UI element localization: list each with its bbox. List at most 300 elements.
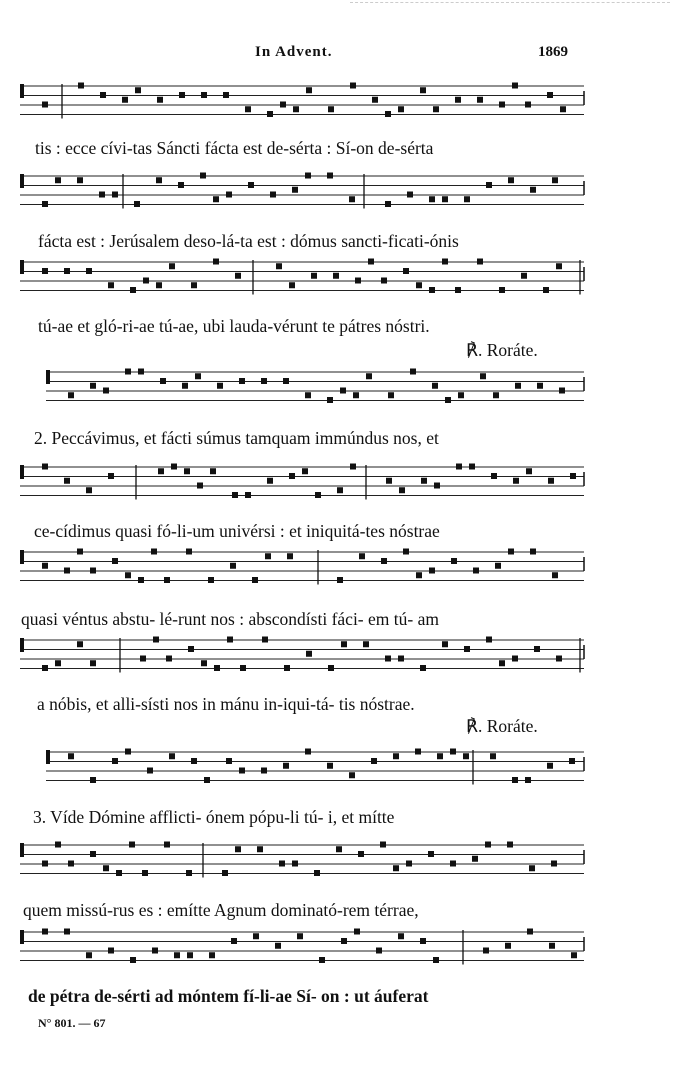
chant-note bbox=[90, 851, 96, 857]
chant-note bbox=[209, 952, 215, 958]
chant-note bbox=[179, 92, 185, 98]
chant-staff-8 bbox=[0, 747, 675, 807]
chant-note bbox=[42, 102, 48, 108]
chant-note bbox=[433, 957, 439, 963]
chant-note bbox=[112, 758, 118, 764]
chant-note bbox=[55, 842, 61, 848]
response-rorate-2: ℟. Roráte. bbox=[466, 716, 538, 736]
chant-note bbox=[147, 768, 153, 774]
chant-note bbox=[547, 92, 553, 98]
chant-note bbox=[166, 656, 172, 662]
chant-note bbox=[372, 97, 378, 103]
chant-note bbox=[289, 473, 295, 479]
chant-note bbox=[201, 92, 207, 98]
chant-note bbox=[381, 558, 387, 564]
chant-note bbox=[547, 763, 553, 769]
chant-note bbox=[305, 749, 311, 755]
chant-note bbox=[235, 846, 241, 852]
chant-note bbox=[42, 861, 48, 867]
chant-note bbox=[222, 870, 228, 876]
chant-note bbox=[556, 263, 562, 269]
chant-note bbox=[508, 549, 514, 555]
chant-note bbox=[399, 487, 405, 493]
chant-note bbox=[213, 259, 219, 265]
chant-note bbox=[527, 929, 533, 935]
chant-note bbox=[261, 378, 267, 384]
chant-note bbox=[530, 187, 536, 193]
chant-note bbox=[64, 478, 70, 484]
chant-note bbox=[262, 637, 268, 643]
chant-note bbox=[138, 577, 144, 583]
chant-note bbox=[499, 102, 505, 108]
chant-note bbox=[217, 383, 223, 389]
chant-note bbox=[493, 392, 499, 398]
chant-note bbox=[529, 865, 535, 871]
chant-staff-3 bbox=[0, 257, 675, 317]
chant-note bbox=[100, 92, 106, 98]
chant-note bbox=[99, 192, 105, 198]
chant-note bbox=[195, 373, 201, 379]
chant-note bbox=[184, 468, 190, 474]
chant-note bbox=[55, 177, 61, 183]
chant-note bbox=[208, 577, 214, 583]
do-clef-icon bbox=[20, 843, 24, 857]
chant-note bbox=[513, 478, 519, 484]
chant-note bbox=[521, 273, 527, 279]
chant-note bbox=[420, 938, 426, 944]
chant-note bbox=[486, 182, 492, 188]
chant-note bbox=[508, 177, 514, 183]
page-title: In Advent. bbox=[255, 44, 333, 60]
chant-note bbox=[311, 273, 317, 279]
chant-note bbox=[469, 464, 475, 470]
chant-note bbox=[380, 842, 386, 848]
chant-note bbox=[103, 388, 109, 394]
do-clef-icon bbox=[20, 638, 24, 652]
chant-note bbox=[455, 287, 461, 293]
chant-note bbox=[428, 851, 434, 857]
chant-note bbox=[283, 378, 289, 384]
lyric-line-2: fácta est : Jerúsalem deso-lá-ta est : dómus sancti-ficati-ónis bbox=[38, 231, 459, 251]
chant-note bbox=[464, 196, 470, 202]
chant-note bbox=[68, 753, 74, 759]
chant-note bbox=[537, 383, 543, 389]
chant-note bbox=[267, 111, 273, 117]
chant-note bbox=[442, 196, 448, 202]
chant-note bbox=[261, 768, 267, 774]
response-rorate-1: ℟. Roráte. bbox=[466, 340, 538, 360]
chant-note bbox=[512, 777, 518, 783]
chant-note bbox=[77, 641, 83, 647]
chant-note bbox=[354, 929, 360, 935]
chant-note bbox=[289, 282, 295, 288]
chant-note bbox=[337, 487, 343, 493]
chant-staff-6 bbox=[0, 547, 675, 607]
chant-note bbox=[319, 957, 325, 963]
chant-note bbox=[158, 468, 164, 474]
chant-note bbox=[239, 378, 245, 384]
chant-note bbox=[525, 777, 531, 783]
page-header bbox=[0, 44, 675, 68]
chant-note bbox=[283, 763, 289, 769]
chant-note bbox=[143, 278, 149, 284]
chant-note bbox=[336, 846, 342, 852]
chant-note bbox=[455, 97, 461, 103]
chant-note bbox=[108, 473, 114, 479]
chant-note bbox=[490, 753, 496, 759]
chant-note bbox=[386, 478, 392, 484]
do-clef-icon bbox=[20, 465, 24, 479]
chant-note bbox=[292, 861, 298, 867]
chant-note bbox=[297, 933, 303, 939]
chant-note bbox=[252, 577, 258, 583]
chant-note bbox=[416, 282, 422, 288]
chant-note bbox=[86, 487, 92, 493]
chant-staff-2 bbox=[0, 171, 675, 231]
lyric-line-3: tú-ae et gló-ri-ae tú-ae, ubi lauda-vérunt te pátres nóstri. bbox=[38, 316, 430, 336]
chant-note bbox=[477, 259, 483, 265]
chant-note bbox=[77, 549, 83, 555]
lyric-line-1: tis : ecce cívi-tas Sáncti fácta est de-sérta : Sí-on de-sérta bbox=[35, 138, 434, 158]
chant-note bbox=[134, 201, 140, 207]
chant-note bbox=[420, 665, 426, 671]
chant-note bbox=[306, 651, 312, 657]
chant-note bbox=[393, 865, 399, 871]
chant-note bbox=[306, 87, 312, 93]
chant-note bbox=[130, 287, 136, 293]
chant-note bbox=[385, 656, 391, 662]
chant-note bbox=[253, 933, 259, 939]
chant-note bbox=[279, 861, 285, 867]
lyric-line-4: 2. Peccávimus, et fácti súmus tamquam immúndus nos, et bbox=[34, 428, 439, 448]
chant-note bbox=[371, 758, 377, 764]
chant-note bbox=[442, 259, 448, 265]
chant-note bbox=[432, 383, 438, 389]
chant-note bbox=[526, 468, 532, 474]
chant-note bbox=[420, 87, 426, 93]
chant-note bbox=[571, 952, 577, 958]
lyric-line-7: a nóbis, et alli-sísti nos in mánu in-iqui-tá- tis nóstrae. bbox=[37, 694, 415, 714]
chant-note bbox=[42, 464, 48, 470]
chant-note bbox=[160, 378, 166, 384]
chant-note bbox=[507, 842, 513, 848]
chant-note bbox=[153, 637, 159, 643]
chant-note bbox=[125, 572, 131, 578]
chant-note bbox=[86, 268, 92, 274]
page-number: 1869 bbox=[538, 44, 568, 60]
chant-note bbox=[530, 549, 536, 555]
chant-note bbox=[108, 282, 114, 288]
chant-note bbox=[407, 192, 413, 198]
chant-note bbox=[415, 749, 421, 755]
chant-note bbox=[90, 568, 96, 574]
chant-note bbox=[77, 177, 83, 183]
chant-note bbox=[534, 646, 540, 652]
chant-note bbox=[376, 948, 382, 954]
chant-note bbox=[515, 383, 521, 389]
chant-note bbox=[191, 758, 197, 764]
lyric-line-5: ce-cídimus quasi fó-li-um univérsi : et iniquitá-tes nóstrae bbox=[34, 521, 440, 541]
chant-note bbox=[86, 952, 92, 958]
chant-note bbox=[486, 637, 492, 643]
chant-note bbox=[152, 948, 158, 954]
chant-note bbox=[280, 102, 286, 108]
chant-note bbox=[42, 201, 48, 207]
chant-note bbox=[442, 641, 448, 647]
chant-staff-5 bbox=[0, 462, 675, 522]
chant-note bbox=[122, 97, 128, 103]
chant-note bbox=[64, 268, 70, 274]
chant-note bbox=[499, 660, 505, 666]
chant-note bbox=[403, 268, 409, 274]
chant-note bbox=[42, 665, 48, 671]
chant-note bbox=[525, 102, 531, 108]
chant-note bbox=[112, 192, 118, 198]
chant-note bbox=[512, 83, 518, 89]
chant-note bbox=[499, 287, 505, 293]
chant-note bbox=[164, 842, 170, 848]
chant-note bbox=[265, 553, 271, 559]
chant-note bbox=[433, 106, 439, 112]
do-clef-icon bbox=[20, 260, 24, 274]
chant-note bbox=[90, 777, 96, 783]
chant-note bbox=[451, 558, 457, 564]
chant-note bbox=[302, 468, 308, 474]
footer-code: N° 801. — 67 bbox=[38, 1016, 106, 1030]
chant-note bbox=[270, 192, 276, 198]
chant-note bbox=[156, 282, 162, 288]
chant-note bbox=[543, 287, 549, 293]
chant-note bbox=[353, 392, 359, 398]
chant-note bbox=[275, 943, 281, 949]
chant-note bbox=[368, 259, 374, 265]
chant-note bbox=[495, 563, 501, 569]
chant-note bbox=[512, 656, 518, 662]
do-clef-icon bbox=[20, 84, 24, 98]
chant-note bbox=[245, 492, 251, 498]
chant-note bbox=[463, 753, 469, 759]
chant-note bbox=[305, 173, 311, 179]
chant-note bbox=[186, 549, 192, 555]
chant-note bbox=[210, 468, 216, 474]
chant-note bbox=[42, 929, 48, 935]
chant-note bbox=[171, 464, 177, 470]
chant-note bbox=[188, 646, 194, 652]
chant-note bbox=[226, 192, 232, 198]
chant-note bbox=[169, 753, 175, 759]
chant-note bbox=[333, 273, 339, 279]
do-clef-icon bbox=[46, 750, 50, 764]
chant-note bbox=[341, 938, 347, 944]
lyric-line-10: de pétra de-sérti ad móntem fí-li-ae Sí- on : ut áuferat bbox=[28, 986, 429, 1006]
chant-note bbox=[42, 268, 48, 274]
chant-note bbox=[78, 83, 84, 89]
chant-note bbox=[450, 861, 456, 867]
chant-note bbox=[350, 464, 356, 470]
chant-note bbox=[186, 870, 192, 876]
chant-note bbox=[187, 952, 193, 958]
chant-note bbox=[68, 861, 74, 867]
chant-note bbox=[138, 369, 144, 375]
chant-note bbox=[556, 656, 562, 662]
chant-note bbox=[201, 660, 207, 666]
chant-note bbox=[112, 558, 118, 564]
chant-note bbox=[363, 641, 369, 647]
chant-note bbox=[483, 948, 489, 954]
chant-note bbox=[235, 273, 241, 279]
chant-note bbox=[385, 201, 391, 207]
chant-note bbox=[327, 763, 333, 769]
chant-note bbox=[103, 865, 109, 871]
chant-note bbox=[314, 870, 320, 876]
chant-note bbox=[421, 478, 427, 484]
lyric-line-6: quasi véntus abstu- lé-runt nos : abscondísti fáci- em tú- am bbox=[21, 609, 439, 629]
chant-note bbox=[267, 478, 273, 484]
chant-note bbox=[505, 943, 511, 949]
chant-note bbox=[381, 278, 387, 284]
chant-staff-1 bbox=[0, 81, 675, 141]
chant-note bbox=[355, 278, 361, 284]
chant-note bbox=[456, 464, 462, 470]
chant-note bbox=[200, 173, 206, 179]
chant-note bbox=[129, 842, 135, 848]
chant-note bbox=[239, 768, 245, 774]
chant-note bbox=[434, 483, 440, 489]
chant-note bbox=[570, 473, 576, 479]
chant-note bbox=[473, 568, 479, 574]
chant-note bbox=[64, 568, 70, 574]
chant-note bbox=[108, 948, 114, 954]
chant-note bbox=[284, 665, 290, 671]
chant-note bbox=[204, 777, 210, 783]
chant-note bbox=[445, 397, 451, 403]
chant-note bbox=[174, 952, 180, 958]
chant-note bbox=[125, 369, 131, 375]
chant-note bbox=[327, 397, 333, 403]
chant-note bbox=[552, 572, 558, 578]
chant-note bbox=[429, 287, 435, 293]
do-clef-icon bbox=[20, 174, 24, 188]
chant-note bbox=[248, 182, 254, 188]
chant-note bbox=[366, 373, 372, 379]
chant-note bbox=[130, 957, 136, 963]
chant-note bbox=[305, 392, 311, 398]
chant-staff-9 bbox=[0, 840, 675, 900]
chant-note bbox=[464, 646, 470, 652]
chant-note bbox=[140, 656, 146, 662]
chant-note bbox=[549, 943, 555, 949]
chant-note bbox=[315, 492, 321, 498]
chant-note bbox=[416, 572, 422, 578]
chant-note bbox=[142, 870, 148, 876]
chant-note bbox=[232, 492, 238, 498]
chant-note bbox=[223, 92, 229, 98]
chant-note bbox=[135, 87, 141, 93]
chant-note bbox=[388, 392, 394, 398]
chant-note bbox=[257, 846, 263, 852]
chant-note bbox=[450, 749, 456, 755]
chant-note bbox=[337, 577, 343, 583]
chant-note bbox=[458, 392, 464, 398]
chant-note bbox=[559, 388, 565, 394]
chant-note bbox=[398, 656, 404, 662]
chant-note bbox=[55, 660, 61, 666]
chant-note bbox=[398, 106, 404, 112]
chant-note bbox=[569, 758, 575, 764]
chant-note bbox=[477, 97, 483, 103]
do-clef-icon bbox=[20, 930, 24, 944]
chant-note bbox=[406, 861, 412, 867]
chant-note bbox=[214, 665, 220, 671]
chant-note bbox=[90, 660, 96, 666]
chant-note bbox=[213, 196, 219, 202]
chant-note bbox=[393, 753, 399, 759]
chant-note bbox=[292, 187, 298, 193]
chant-note bbox=[327, 173, 333, 179]
chant-note bbox=[182, 383, 188, 389]
chant-note bbox=[169, 263, 175, 269]
chant-note bbox=[358, 851, 364, 857]
chant-note bbox=[276, 263, 282, 269]
chant-note bbox=[116, 870, 122, 876]
chant-note bbox=[245, 106, 251, 112]
chant-note bbox=[227, 637, 233, 643]
chant-note bbox=[240, 665, 246, 671]
chant-note bbox=[151, 549, 157, 555]
chant-note bbox=[350, 83, 356, 89]
chant-staff-4 bbox=[0, 367, 675, 427]
chant-note bbox=[287, 553, 293, 559]
chant-note bbox=[226, 758, 232, 764]
chant-note bbox=[328, 106, 334, 112]
chant-note bbox=[349, 772, 355, 778]
chant-note bbox=[359, 553, 365, 559]
chant-note bbox=[90, 383, 96, 389]
chant-note bbox=[437, 753, 443, 759]
lyric-line-8: 3. Víde Dómine afflicti- ónem pópu-li tú- i, et mítte bbox=[33, 807, 395, 827]
chant-note bbox=[552, 177, 558, 183]
chant-note bbox=[491, 473, 497, 479]
chant-note bbox=[551, 861, 557, 867]
chant-note bbox=[125, 749, 131, 755]
chant-note bbox=[64, 929, 70, 935]
chant-staff-7 bbox=[0, 635, 675, 695]
chant-staff-10 bbox=[0, 927, 675, 987]
chant-note bbox=[429, 568, 435, 574]
chant-note bbox=[403, 549, 409, 555]
chant-note bbox=[398, 933, 404, 939]
top-edge-rule bbox=[350, 2, 670, 4]
chant-note bbox=[349, 196, 355, 202]
chant-note bbox=[341, 641, 347, 647]
chant-note bbox=[410, 369, 416, 375]
chant-note bbox=[178, 182, 184, 188]
chant-note bbox=[560, 106, 566, 112]
chant-note bbox=[328, 665, 334, 671]
chant-note bbox=[548, 478, 554, 484]
chant-note bbox=[191, 282, 197, 288]
chant-note bbox=[157, 97, 163, 103]
chant-note bbox=[472, 856, 478, 862]
chant-note bbox=[197, 483, 203, 489]
chant-note bbox=[231, 938, 237, 944]
chant-note bbox=[293, 106, 299, 112]
chant-note bbox=[156, 177, 162, 183]
chant-note bbox=[164, 577, 170, 583]
chant-note bbox=[68, 392, 74, 398]
do-clef-icon bbox=[20, 550, 24, 564]
lyric-line-9: quem missú-rus es : emítte Agnum dominató-rem térrae, bbox=[23, 900, 419, 920]
